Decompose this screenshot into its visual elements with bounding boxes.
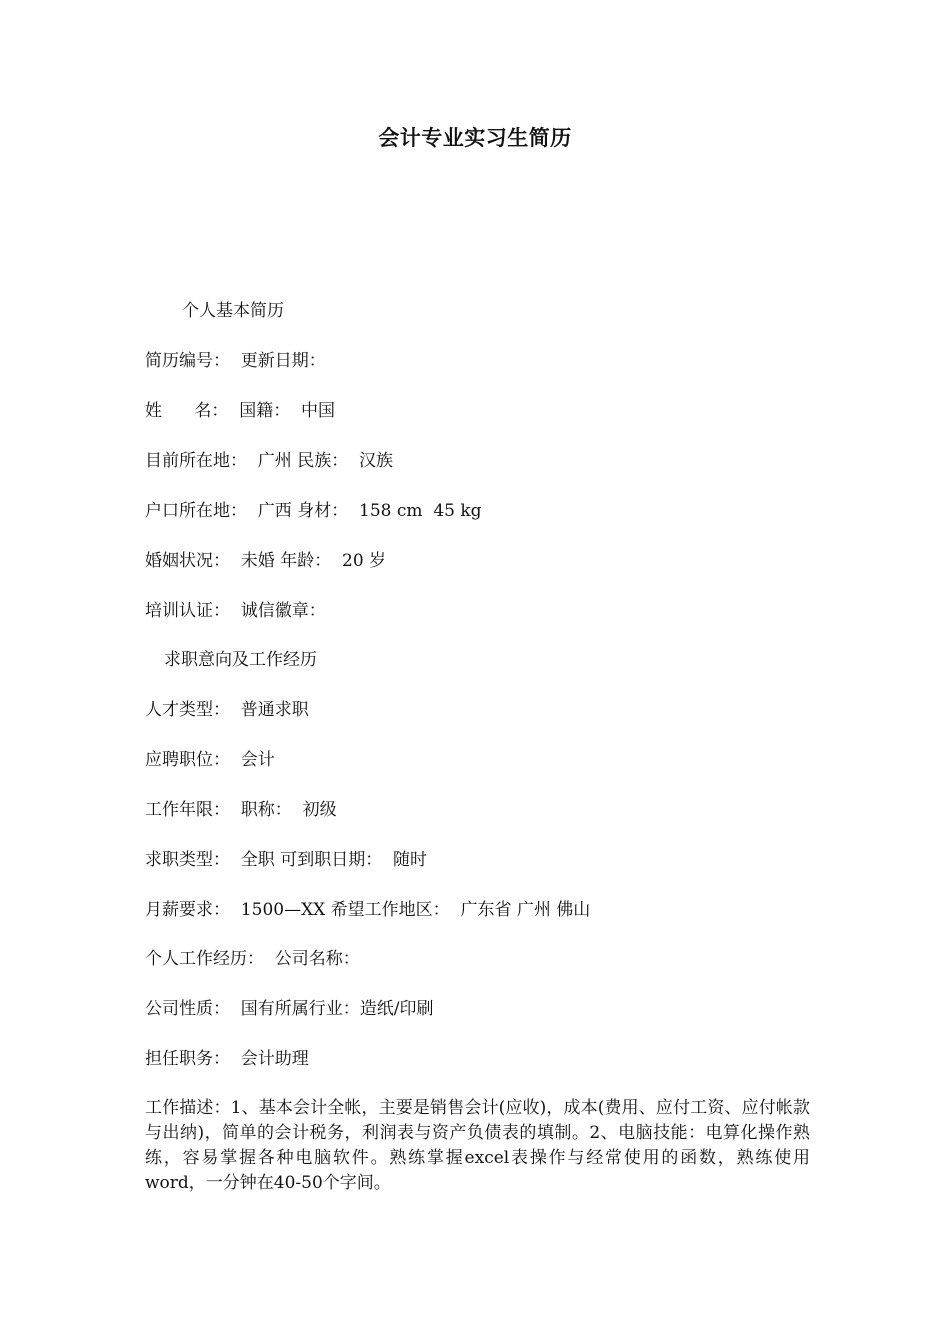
- talent-type-line: 人才类型： 普通求职: [145, 700, 309, 720]
- work-years-line: 工作年限： 职称： 初级: [145, 800, 337, 820]
- page-title: 会计专业实习生简历: [378, 126, 572, 150]
- company-nature-line: 公司性质： 国有所属行业：造纸/印刷: [145, 999, 434, 1019]
- certification-line: 培训认证： 诚信徽章：: [145, 601, 326, 621]
- salary-region-line: 月薪要求： 1500—XX 希望工作地区： 广东省 广州 佛山: [145, 900, 591, 920]
- resume-number-line: 简历编号： 更新日期：: [145, 351, 326, 371]
- job-title-line: 担任职务： 会计助理: [145, 1049, 309, 1069]
- position-line: 应聘职位： 会计: [145, 750, 275, 770]
- section-heading-basic-info: 个人基本简历: [182, 301, 284, 321]
- work-history-line: 个人工作经历： 公司名称：: [145, 949, 360, 969]
- name-nationality-line: 姓 名： 国籍： 中国: [145, 401, 336, 421]
- section-heading-job-intent: 求职意向及工作经历: [164, 650, 317, 670]
- location-ethnicity-line: 目前所在地： 广州 民族： 汉族: [145, 451, 394, 471]
- work-description-paragraph: 工作描述：1、基本会计全帐，主要是销售会计(应收)，成本(费用、应付工资、应付帐款与出纳)，简单的会计税务，利润表与资产负债表的填制。2、电脑技能：电算化操作熟练，容易掌握各种电脑软件。熟练掌握excel表操作与经常使用的函数，熟练使用word，一分钟在40-50个字间。: [145, 1098, 810, 1193]
- household-figure-line: 户口所在地： 广西 身材： 158 cm 45 kg: [145, 501, 482, 521]
- marital-age-line: 婚姻状况： 未婚 年龄： 20 岁: [145, 551, 387, 571]
- job-type-line: 求职类型： 全职 可到职日期： 随时: [145, 850, 428, 870]
